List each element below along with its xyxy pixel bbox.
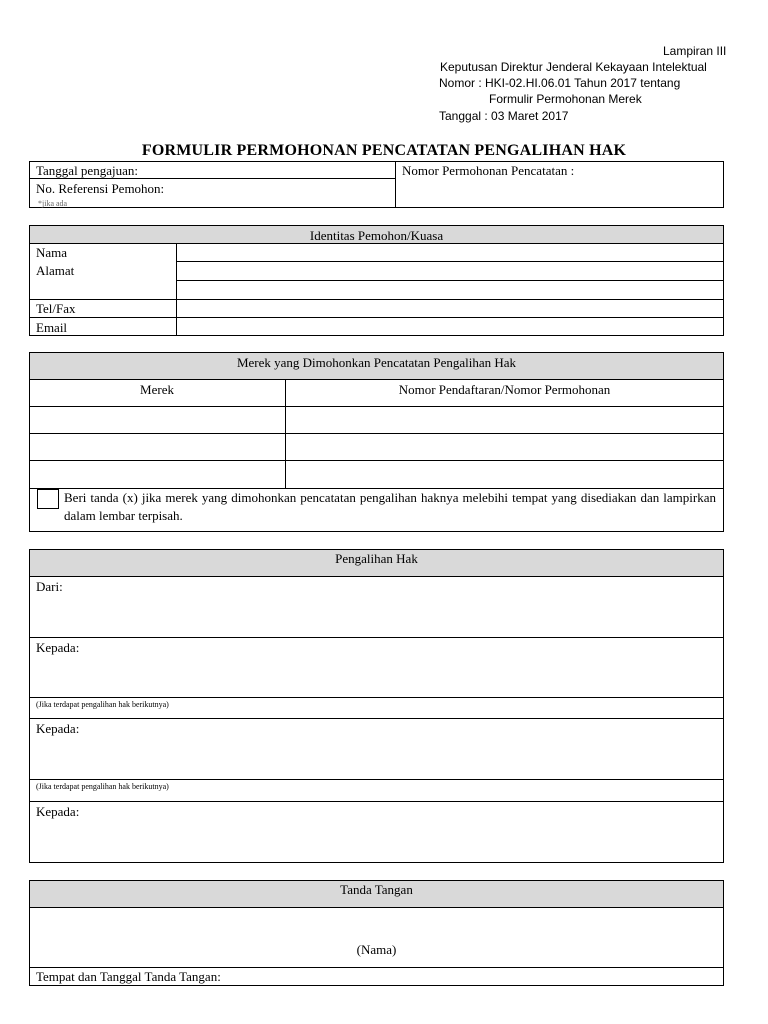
merek-row-1-merek[interactable] [30,407,284,432]
nama-label: Nama [36,245,68,260]
merek-heading: Merek yang Dimohonkan Pencatatan Pengalihan Hak [236,355,517,370]
kepada-input-3[interactable] [30,819,723,861]
form-title: FORMULIR PERMOHONAN PENCATATAN PENGALIHAN HAK [141,142,627,159]
tempat-tanggal-field[interactable]: Tempat dan Tanggal Tanda Tangan: [36,969,221,984]
jika-ada-note: *jika ada [38,199,68,208]
merek-row-3-nomor[interactable] [286,461,723,487]
alamat-input-line2[interactable] [177,281,723,298]
merek-column-header: Merek [140,382,174,397]
checkbox-note: Beri tanda (x) jika merek yang dimohonkan pencatatan pengalihan haknya melebihi tempat yang disediakan dan lampirkan dalam lembar terpisah. [64,490,716,523]
email-label: Email [36,320,68,335]
referensi-pemohon-field[interactable]: No. Referensi Pemohon: [36,181,165,196]
nomor-permohonan-field[interactable]: Nomor Permohonan Pencatatan : [402,163,575,178]
telfax-label: Tel/Fax [36,301,76,316]
nomor-line: Nomor : HKI-02.HI.06.01 Tahun 2017 tentang [439,76,681,90]
lampiran-label: Lampiran III [663,44,727,58]
tanggal-pengajuan-field[interactable]: Tanggal pengajuan: [36,163,138,178]
nama-penandatangan: (Nama) [356,942,397,957]
pengalihan-heading: Pengalihan Hak [335,551,418,566]
kepada-label-2: Kepada: [36,721,80,736]
nomor-column-header: Nomor Pendaftaran/Nomor Permohonan [398,382,611,397]
email-input[interactable] [177,318,723,335]
kepada-label: Kepada: [36,640,80,655]
pengalihan-berikutnya-note-1: (Jika terdapat pengalihan hak berikutnya) [36,700,169,709]
formulir-line: Formulir Permohonan Merek [489,92,642,106]
tanda-tangan-heading: Tanda Tangan [340,882,413,897]
identitas-heading: Identitas Pemohon/Kuasa [309,228,444,243]
alamat-label: Alamat [36,263,75,278]
telfax-input[interactable] [177,300,723,316]
alamat-input-line1[interactable] [177,262,723,279]
dari-label: Dari: [36,579,63,594]
keputusan-line: Keputusan Direktur Jenderal Kekayaan Intelektual [440,60,707,74]
merek-row-1-nomor[interactable] [286,407,723,432]
merek-row-2-merek[interactable] [30,434,284,459]
pengalihan-berikutnya-note-2: (Jika terdapat pengalihan hak berikutnya) [36,782,169,791]
merek-row-3-merek[interactable] [30,461,284,487]
dari-input[interactable] [30,594,723,636]
merek-row-2-nomor[interactable] [286,434,723,459]
signature-area[interactable] [30,908,723,966]
kepada-label-3: Kepada: [36,804,80,819]
nama-input[interactable] [177,244,723,260]
kepada-input[interactable] [30,655,723,696]
lampiran-terpisah-checkbox[interactable] [37,489,59,509]
tanggal-line: Tanggal : 03 Maret 2017 [439,109,569,123]
kepada-input-2[interactable] [30,736,723,778]
